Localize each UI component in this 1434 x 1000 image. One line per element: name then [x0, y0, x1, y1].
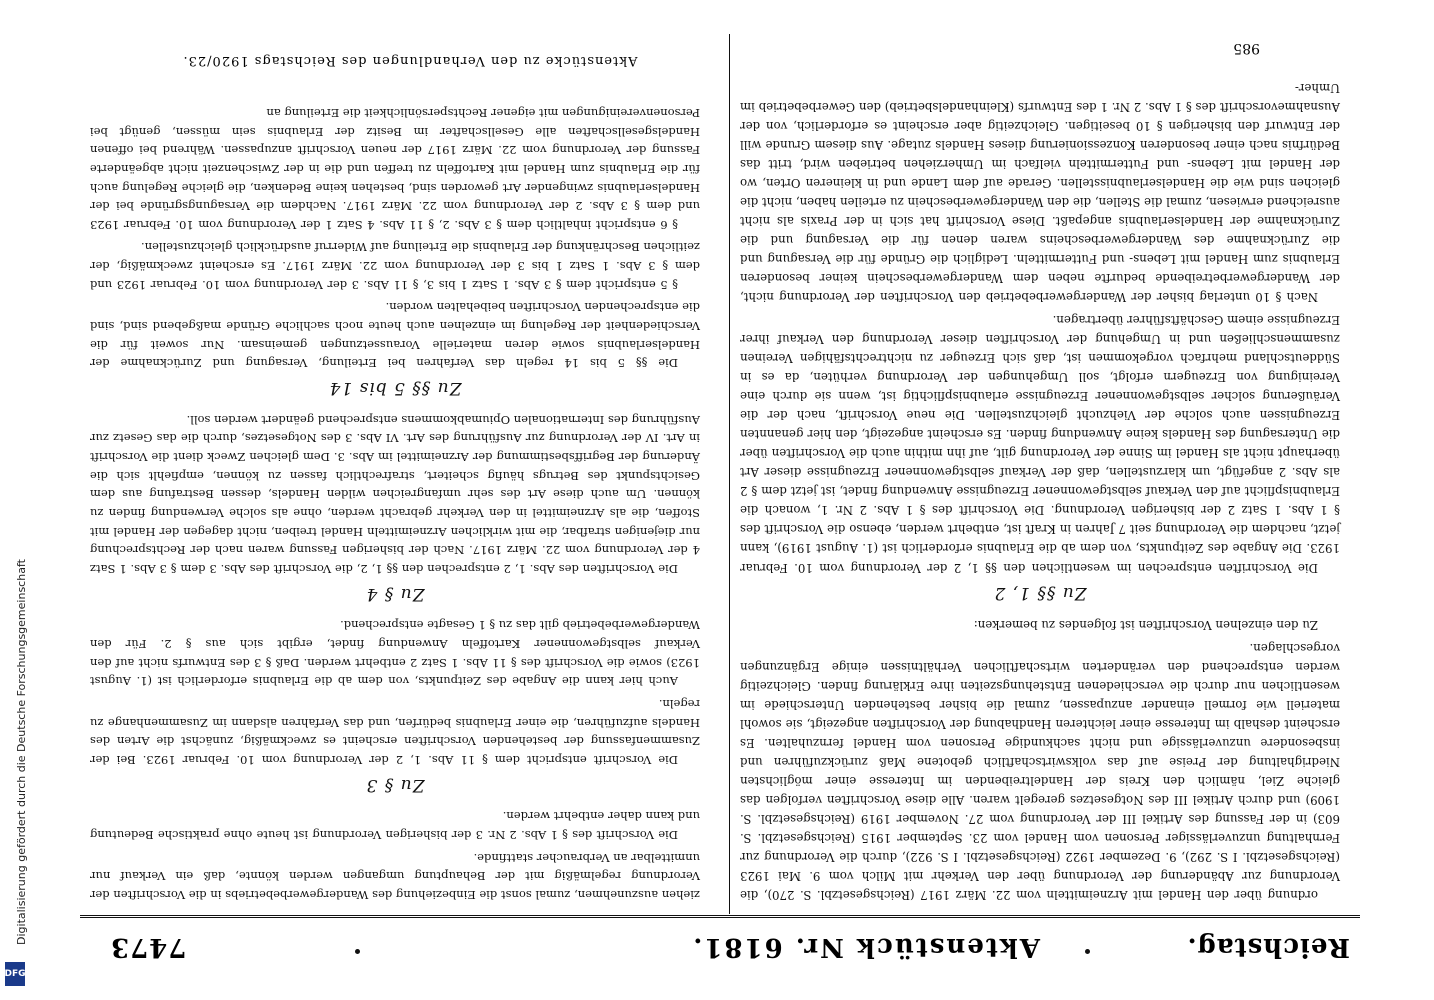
paragraph: Die Vorschrift des § 1 Abs. 2 Nr. 3 der bisherigen Verordnung ist heute ohne praktische Bedeutung und kann daher entbehrt werden.	[90, 809, 700, 843]
paragraph: Die Vorschrift entspricht dem § 11 Abs. 1, 2 der Verordnung vom 10. Februar 1923. Bei der Zusammenfassung der bestehenden Vorschriften erscheint es zweckmäßig, zunächst die Arten des Handels aufzuführen, die einer Erlaubnis bedürfen, und das Verfahren alsdann im Zusammenhange zu regeln.	[90, 697, 700, 767]
paragraph: § 5 entspricht dem § 3 Abs. 1 Satz 1 bis 3, § 11 Abs. 3 der Verordnung vom 10. Februar 1923 und dem § 3 Abs. 1 Satz 1 bis 3 der Verordnung vom 22. März 1917. Es erscheint zweckmäßig, der zeitlichen Beschränkung der Erlaubnis die Erteilung auf Widerruf ausdrücklich gleichzustellen.	[90, 240, 700, 292]
section-heading: Zu § 3	[365, 774, 425, 795]
paragraph: Zu den einzelnen Vorschriften ist folgendes zu bemerken:	[973, 617, 1318, 632]
paragraph: Die Vorschriften entsprechen im wesentlichen den §§ 1, 2 der Verordnung vom 10. Februar 1923. Die Angabe des Zeitpunkts, von dem ab die Erlaubnis erforderlich ist (1. August 1919), kann jetzt, nachdem die Verordnung seit 7 Jahren in Kraft ist, entbehrt werden, ebenso die Vorschrift des § 1 Abs. 1 Satz 2 der bisherigen Verordnung. Die Vorschrift des § 1 Abs. 2 Nr. 1, wonach die Erlaubnispflicht auf den Verkauf selbstgewonnener Erzeugnisse Anwendung findet, ist jetzt dem § 2 als Abs. 2 angefügt, um klarzustellen, daß der Verkauf selbstgewonnener Erzeugnisse dieser Art überhaupt nicht als Handel im Sinne der Verordnung gilt, auf ihn mithin auch die Vorschriften über die Untersagung des Handels keine Anwendung finden. Es erscheint angezeigt, den hier genannten Erzeugnissen auch solche der Viehzucht gleichzustellen. Die neue Vorschrift, nach der die Veräußerung solcher selbstgewonnener Erzeugnisse erlaubnispflichtig ist, wenn sie durch eine Vereinigung von Erzeugern erfolgt, soll Umgehungen der Verordnung verhüten, da es in Süddeutschland mehrfach vorgekommen ist, daß sich Erzeuger zu nichtrechtsfähigen Vereinen zusammenschließen und in Umgehung der Vorschriften dieser Verordnung den Verkauf ihrer Erzeugnisse einem Geschäftsführer übertragen.	[740, 313, 1340, 575]
header-dot	[1085, 949, 1090, 954]
header-dot	[355, 949, 360, 954]
paragraph: § 6 entspricht inhaltlich dem § 3 Abs. 2, § 11 Abs. 4 Satz 1 der Verordnung vom 10. Februar 1923 und dem § 3 Abs. 2 der Verordnung vom 22. März 1917. Nachdem die Versagungsgründe bei der Handelserlaubnis zwingender Art geworden sind, bestehen keine Bedenken, die gleiche Regelung auch für die Erlaubnis zum Handel mit Kartoffeln zu treffen und die in der Zwischenzeit nicht abgeänderte Fassung der Verordnung vom 22. März 1917 der neuen Vorschrift anzupassen. Während bei offenen Handelsgesellschaften alle Gesellschafter im Besitz der Erlaubnis sein müssen, genügt bei Personenvereinigungen mit eigener Rechtspersönlichkeit die Erteilung an	[90, 106, 700, 232]
attribution-text: Digitalisierung gefördert durch die Deutsche Forschungsgemeinschaft	[15, 559, 28, 945]
header-rule	[80, 915, 1360, 918]
attribution-strip	[2, 18, 28, 988]
section-heading: Zu §§ 1, 2	[993, 582, 1087, 603]
right-column	[90, 100, 700, 905]
paragraph: ziehen auszunehmen, zumal sonst die Einbeziehung des Wandergewerbebetriebs in die Vorschriften der Verordnung regelmäßig mit der Behauptung umgangen werden könnte, daß ein Verkauf nur unmittelbar an Verbraucher stattfinde.	[90, 850, 700, 902]
rotated-page-scan	[40, 14, 1420, 980]
paragraph: Die §§ 5 bis 14 regeln das Verfahren bei Erteilung, Versagung und Zurücknahme der Handelserlaubnis sowie deren materielle Voraussetzungen gemeinsam. Nur soweit für die Verschiedenheit der Regelung im einzelnen auch heute noch sachliche Gründe maßgebend sind, sind die entsprechenden Vorschriften beibehalten worden.	[90, 300, 700, 371]
left-column	[740, 74, 1340, 904]
section-heading: Zu § 4	[365, 583, 425, 604]
section-heading: Zu §§ 5 bis 14	[328, 378, 462, 399]
dfg-logo: DFG	[5, 962, 25, 986]
column-divider	[729, 34, 730, 914]
footer-note: Aktenstücke zu den Verhandlungen des Reichstags 1920/23.	[182, 53, 638, 68]
paragraph: ordnung über den Handel mit Arzneimitteln vom 22. März 1917 (Reichsgesetzbl. S. 270), die Verordnung zur Abänderung der Verordnung über den Verkehr mit Milch vom 9. Mai 1923 (Reichsgesetzbl. I S. 292), 9. Dezember 1922 (Reichsgesetzbl. I S. 922), durch die Verordnung zur Fernhaltung unzuverlässiger Personen vom Handel vom 23. September 1915 (Reichsgesetzbl. S. 603) in der Fassung des Artikel III der Verordnung vom 27. November 1919 (Reichsgesetzbl. S. 1909) und durch Artikel III des Notgesetzes geregelt waren. Alle diese Vorschriften verfolgen das gleiche Ziel, nämlich den Kreis der Handeltreibenden im Interesse einer möglichsten Niedrighaltung der Preise auf das volkswirtschaftlich gebotene Maß zurückzuführen und insbesondere unzuverlässige und nicht sachkundige Personen vom Handel fernzuhalten. Es erscheint deshalb im Interesse einer leichteren Handhabung der Vorschriften angezeigt, sie sowohl materiell wie formell einander anzupassen, zumal die bisher bestehenden Unterschiede im wesentlichen nur durch die verschiedenen Entstehungszeiten ihre Erklärung finden. Gleichzeitig werden entsprechend den veränderten wirtschaftlichen Verhältnissen einige Ergänzungen vorgeschlagen.	[740, 640, 1340, 902]
paragraph: Auch hier kann die Angabe des Zeitpunkts, von dem ab die Erlaubnis erforderlich ist (1. August 1923) sowie die Vorschrift des § 11 Abs. 1 Satz 2 entbehrt werden. Daß § 3 des Entwurfs nicht auf den Verkauf selbstgewonnener Kartoffeln Anwendung findet, ergibt sich aus § 2. Für den Wandergewerbebetrieb gilt das zu § 1 Gesagte entsprechend.	[90, 618, 700, 689]
bottom-page-number: 985	[1233, 40, 1260, 56]
header-page-number: 7473	[110, 932, 187, 962]
paragraph: Die Vorschriften des Abs. 1, 2 entsprechen den §§ 1, 2, die Vorschrift des Abs. 3 dem § 3 Abs. 1 Satz 4 der Verordnung vom 22. März 1917. Nach der bisherigen Fassung waren nach der Rechtsprechung nur diejenigen strafbar, die mit wirklichen Arzneimitteln Handel treiben, nicht dagegen der Handel mit Stoffen, die als Arzneimittel in den Verkehr gebracht werden, ohne als solche Verwendung finden zu können. Um auch diese Art des sehr umfangreichen wilden Handels, dessen Bestrafung aus dem Gesichtspunkt des Betrugs häufig scheitert, strafrechtlich fassen zu können, empfiehlt sich die Änderung der Begriffsbestimmung der Arzneimittel im Abs. 3. Dem gleichen Zweck dient die Vorschrift in Art. IV der Verordnung zur Ausführung des Art. VI Abs. 3 des Notgesetzes, durch die das Gesetz zur Ausführung des Internationalen Opiumabkommens entsprechend geändert werden soll.	[90, 412, 700, 576]
page-frame	[40, 14, 1420, 980]
header-chamber: Reichstag.	[1186, 932, 1350, 962]
header-document-number: Aktenstück Nr. 6181.	[691, 932, 1040, 962]
paragraph: Nach § 10 unterlag bisher der Wandergewerbebetrieb den Vorschriften der Verordnung nicht, der Wandergewerbetreibende bedurfte neben dem Wandergewerbeschein keiner besonderen Erlaubnis zum Handel mit Lebens- und Futtermitteln. Lediglich die Gründe für die Versagung und die Zurücknahme des Wandergewerbescheins waren denen für die Versagung und die Zurücknahme der Handelserlaubnis angepaßt. Diese Vorschrift hat sich in der Praxis als nicht ausreichend erwiesen, zumal die Stellen, die den Wandergewerbeschein zu erteilen haben, nicht die gleichen sind wie die Handelserlaubnisstellen. Gerade auf dem Lande und in kleineren Orten, wo der Handel mit Lebens- und Futtermitteln vielfach im Umherziehen betrieben wird, tritt das Bedürfnis nach einer besonderen Konzessionierung dieses Handels zutage. Aus diesem Grunde will der Entwurf den bisherigen § 10 beseitigen. Gleichzeitig aber erscheint es erforderlich, von der Ausnahmevorschrift des § 1 Abs. 2 Nr. 1 des Entwurfs (Kleinhandelsbetrieb) den Gewerbebetrieb im Umher-	[740, 80, 1340, 305]
